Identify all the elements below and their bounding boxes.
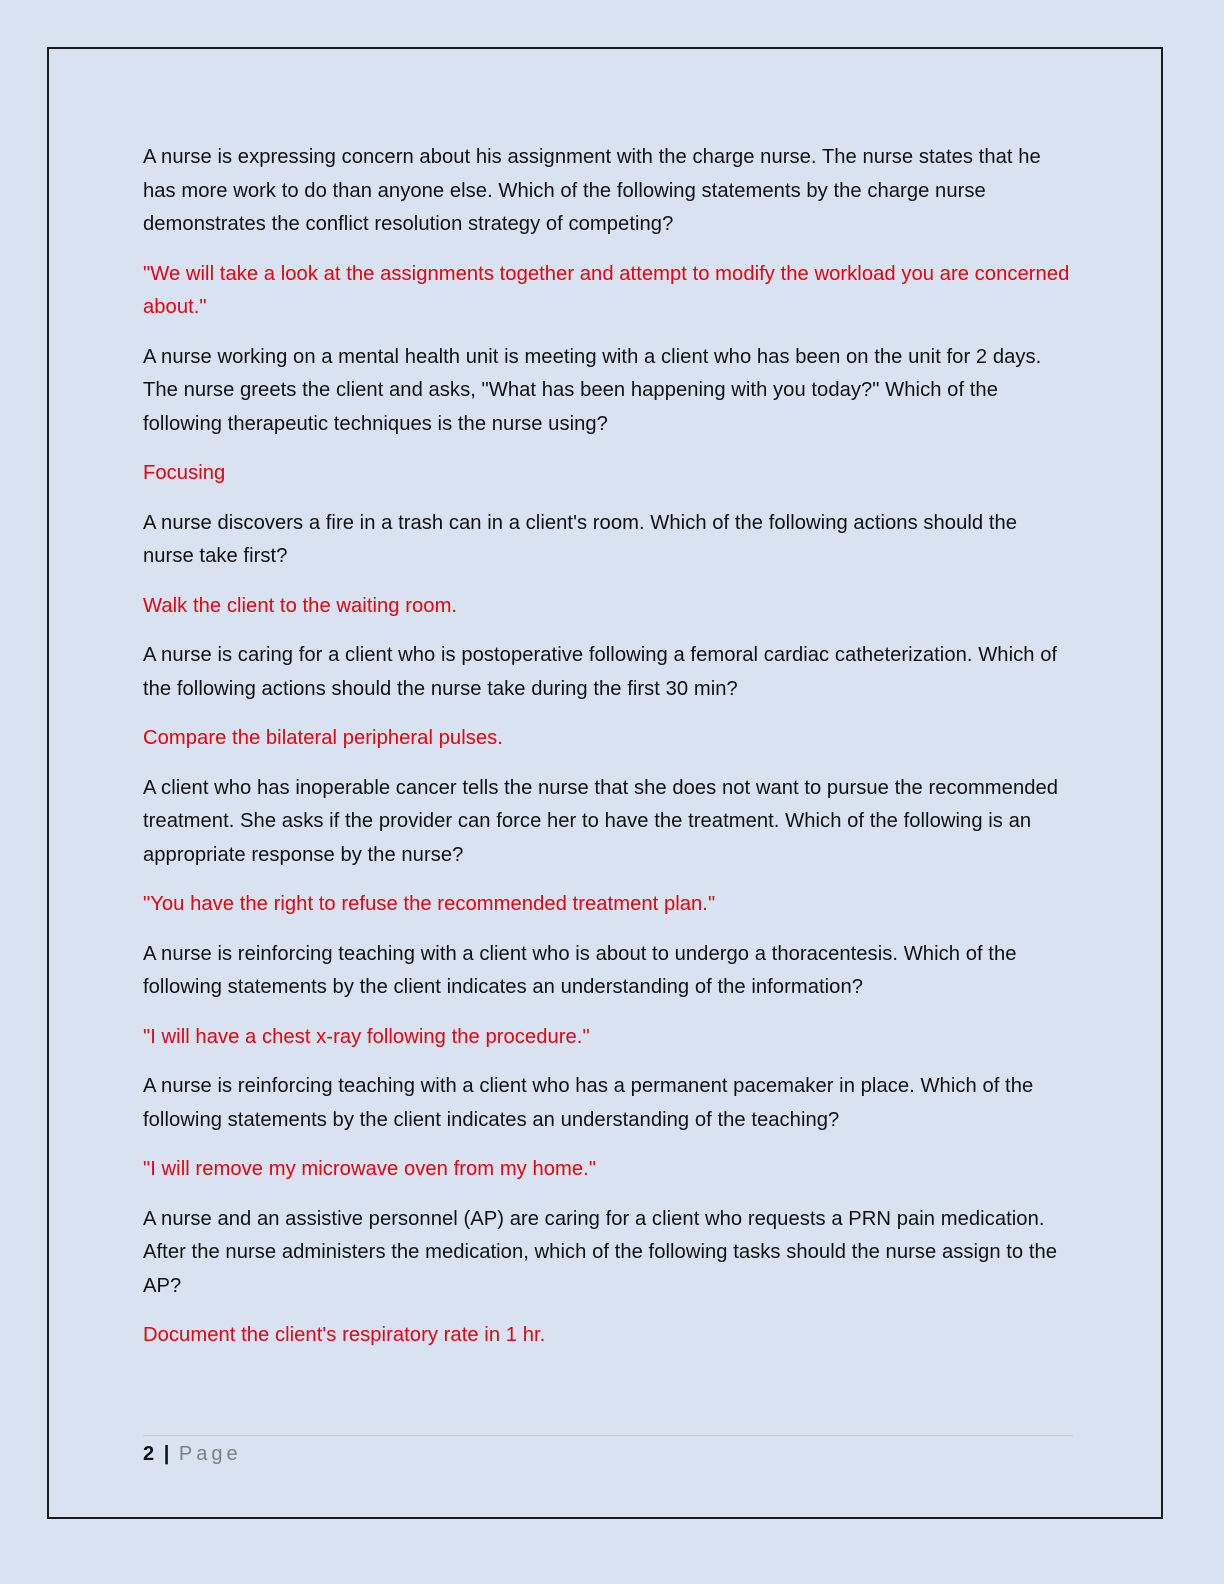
answer-text: "We will take a look at the assignments together and attempt to modify the workload you are concerned about." xyxy=(143,262,1070,318)
question-text: A nurse discovers a fire in a trash can in a client's room. Which of the following actions should the nurse take first? xyxy=(143,511,1018,567)
answer-text: "You have the right to refuse the recommended treatment plan." xyxy=(143,893,716,915)
answer-text: Walk the client to the waiting room. xyxy=(143,594,458,617)
answer-text: Document the client's respiratory rate in 1 hr. xyxy=(143,1324,546,1346)
answer-text: Compare the bilateral peripheral pulses. xyxy=(143,727,503,749)
question-text: A nurse is reinforcing teaching with a client who is about to undergo a thoracentesis. Which of the following statements by the client indicates an understanding of the information? xyxy=(143,942,1017,998)
answer-text: Focusing xyxy=(143,462,226,484)
question-text: A nurse and an assistive personnel (AP) are caring for a client who requests a PRN pain medication. After the nurse administers the medication, which of the following tasks should the nurse assign to the AP? xyxy=(143,1207,1058,1297)
page-number: 2 xyxy=(143,1443,155,1465)
answer-text: "I will have a chest x-ray following the procedure." xyxy=(143,1025,590,1048)
question-text: A nurse working on a mental health unit is meeting with a client who has been on the unit for 2 days. The nurse greets the client and asks, "What has been happening with you today?" Which of the following therapeutic techniques is the nurse using? xyxy=(143,345,1042,435)
document-body xyxy=(143,141,1073,1369)
question-text: A nurse is expressing concern about his assignment with the charge nurse. The nurse states that he has more work to do than anyone else. Which of the following statements by the charge nurse demonstrates the conflict resolution strategy of competing? xyxy=(143,146,1041,235)
page-footer xyxy=(143,1435,1073,1468)
answer-text: "I will remove my microwave oven from my home." xyxy=(143,1158,597,1180)
footer-separator: | xyxy=(163,1443,170,1465)
question-text: A nurse is reinforcing teaching with a client who has a permanent pacemaker in place. Which of the following statements by the client indicates an understanding of the teaching? xyxy=(143,1075,1034,1131)
question-text: A client who has inoperable cancer tells the nurse that she does not want to pursue the recommended treatment. She asks if the provider can force her to have the treatment. Which of the following is an appropriate response by the nurse? xyxy=(143,776,1059,866)
question-text: A nurse is caring for a client who is postoperative following a femoral cardiac catheterization. Which of the following actions should the nurse take during the first 30 min? xyxy=(143,644,1058,700)
page-label: Page xyxy=(178,1443,242,1465)
